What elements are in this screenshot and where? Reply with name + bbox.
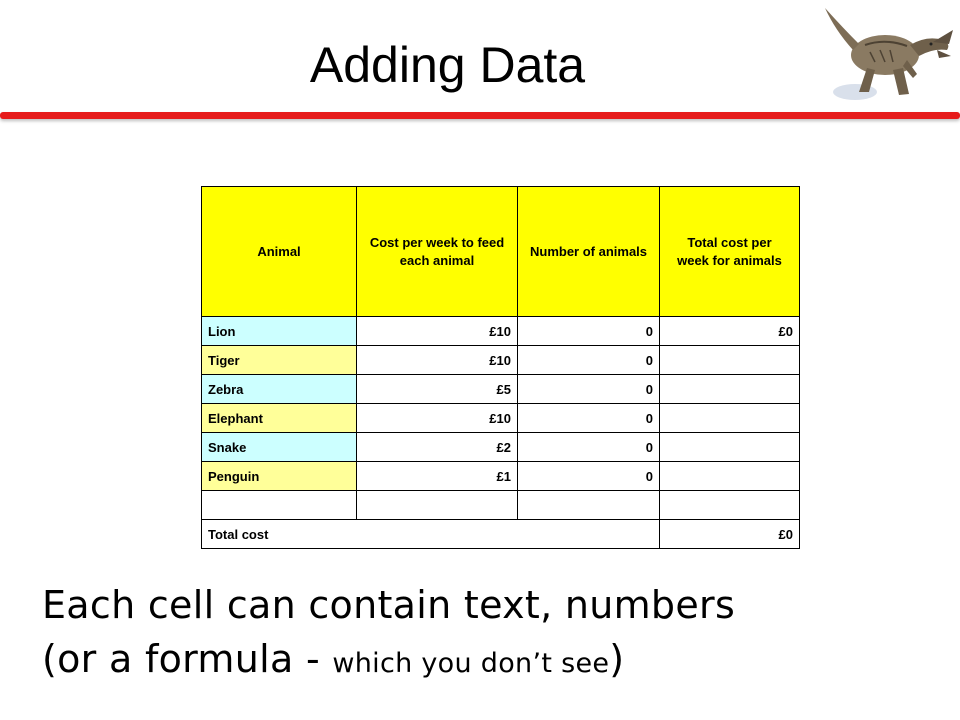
caption-line-2-end: ) [609, 637, 625, 681]
caption-line-2 [42, 632, 942, 691]
empty-cell[interactable] [660, 491, 800, 520]
table-row [202, 346, 800, 375]
cell-total[interactable] [660, 433, 800, 462]
slide-title: Adding Data [309, 37, 586, 93]
caption-line-2-note: which you don’t see [332, 648, 610, 679]
header-cost-per-week[interactable]: Cost per week to feed each animal [357, 187, 518, 317]
header-number-of-animals[interactable]: Number of animals [518, 187, 660, 317]
cell-number[interactable]: 0 [518, 346, 660, 375]
header-animal[interactable]: Animal [202, 187, 357, 317]
empty-cell[interactable] [357, 491, 518, 520]
cell-cost[interactable]: £10 [357, 317, 518, 346]
table-row [202, 375, 800, 404]
title-underline [0, 112, 960, 119]
cell-number[interactable]: 0 [518, 317, 660, 346]
cell-total[interactable] [660, 346, 800, 375]
cell-animal[interactable]: Penguin [202, 462, 357, 491]
cell-animal[interactable]: Tiger [202, 346, 357, 375]
empty-cell[interactable] [518, 491, 660, 520]
cell-number[interactable]: 0 [518, 375, 660, 404]
empty-cell[interactable] [202, 491, 357, 520]
cell-number[interactable]: 0 [518, 462, 660, 491]
caption [42, 578, 942, 691]
cell-animal[interactable]: Snake [202, 433, 357, 462]
table-row [202, 433, 800, 462]
cell-total[interactable] [660, 404, 800, 433]
cell-total[interactable] [660, 462, 800, 491]
cell-total[interactable]: £0 [660, 317, 800, 346]
caption-line-2-start: (or a formula - [42, 637, 333, 681]
cell-animal[interactable]: Zebra [202, 375, 357, 404]
cell-cost[interactable]: £10 [357, 404, 518, 433]
cell-cost[interactable]: £2 [357, 433, 518, 462]
total-cost-value[interactable]: £0 [660, 520, 800, 549]
cell-total[interactable] [660, 375, 800, 404]
cell-number[interactable]: 0 [518, 404, 660, 433]
cell-cost[interactable]: £5 [357, 375, 518, 404]
empty-row [202, 491, 800, 520]
total-row [202, 520, 800, 549]
cell-number[interactable]: 0 [518, 433, 660, 462]
total-cost-label[interactable]: Total cost [202, 520, 660, 549]
cell-cost[interactable]: £10 [357, 346, 518, 375]
dinosaur-icon [815, 0, 955, 105]
caption-line-1: Each cell can contain text, numbers [42, 583, 736, 627]
table-row [202, 462, 800, 491]
spreadsheet-table [201, 186, 800, 549]
cell-animal[interactable]: Elephant [202, 404, 357, 433]
table-row [202, 404, 800, 433]
header-total-cost[interactable]: Total cost per week for animals [660, 187, 800, 317]
cell-cost[interactable]: £1 [357, 462, 518, 491]
cell-animal[interactable]: Lion [202, 317, 357, 346]
table-row [202, 317, 800, 346]
header-row [202, 187, 800, 317]
